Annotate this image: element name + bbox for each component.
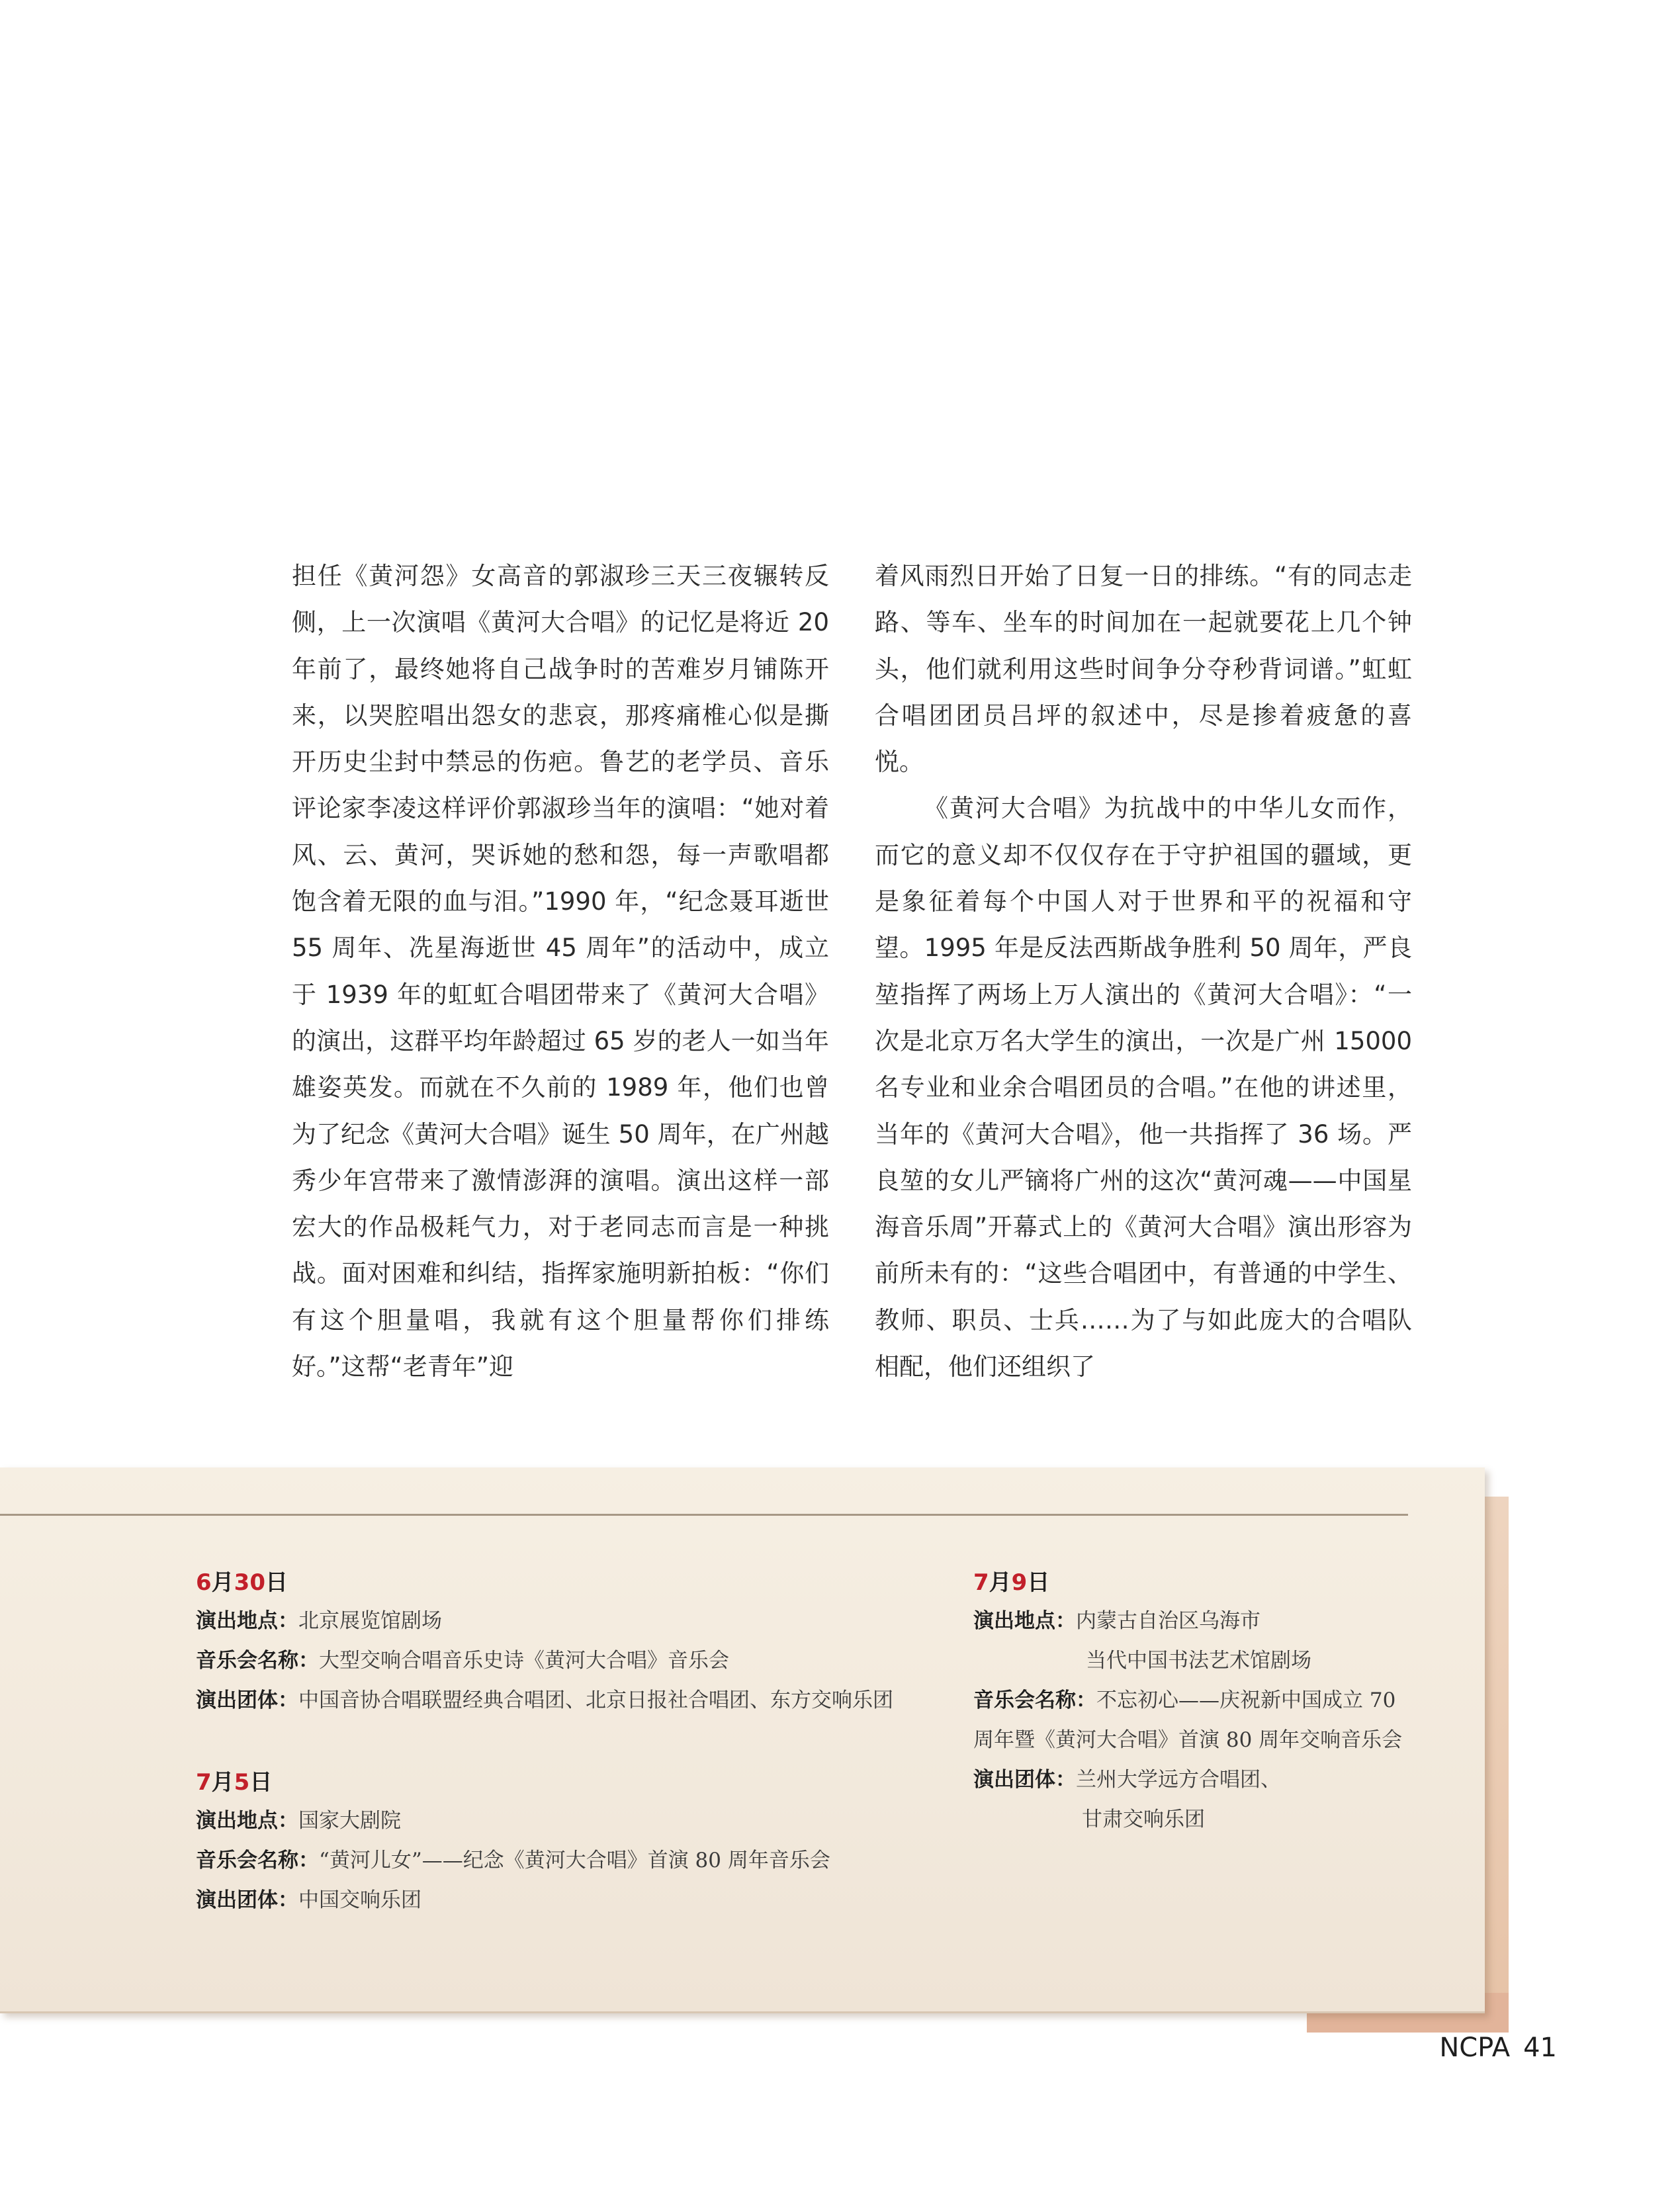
event-date: 7月5日 <box>196 1769 273 1796</box>
event-venue: 演出地点：北京展览馆剧场 <box>196 1609 442 1633</box>
event-venue: 演出地点：内蒙古自治区乌海市 <box>973 1609 1260 1633</box>
article-paragraph: 担任《黄河怨》女高音的郭淑珍三天三夜辗转反侧，上一次演唱《黄河大合唱》的记忆是将近 20 年前了，最终她将自己战争时的苦难岁月铺陈开来，以哭腔唱出怨女的悲哀，那疼痛椎心似是撕开历史尘封中禁忌的伤疤。鲁艺的老学员、音乐评论家李凌这样评价郭淑珍当年的演唱：“她对着风、云、黄河，哭诉她的愁和怨，每一声歌唱都饱含着无限的血与泪。”1990 年，“纪念聂耳逝世 55 周年、冼星海逝世 45 周年”的活动中，成立于 1939 年的虹虹合唱团带来了《黄河大合唱》的演出，这群平均年龄超过 65 岁的老人一如当年雄姿英发。而就在不久前的 1989 年，他们也曾为了纪念《黄河大合唱》诞生 50 周年，在广州越秀少年宫带来了激情澎湃的演唱。演出这样一部宏大的作品极耗气力，对于老同志而言是一种挑战。面对困难和纠结，指挥家施明新拍板：“你们有这个胆量唱，我就有这个胆量帮你们排练好。”这帮“老青年”迎 <box>292 562 829 1381</box>
event-date: 7月9日 <box>973 1569 1050 1596</box>
event-troupe-continued: 甘肃交响乐团 <box>1082 1808 1205 1831</box>
event-concert-continued: 周年暨《黄河大合唱》首演 80 周年交响音乐会 <box>973 1728 1403 1752</box>
magazine-name: NCPA <box>1439 2033 1511 2063</box>
panel-divider <box>0 1514 1408 1516</box>
event-concert: 音乐会名称：“黄河儿女”——纪念《黄河大合唱》首演 80 周年音乐会 <box>196 1849 830 1872</box>
event-date: 6月30日 <box>196 1569 288 1596</box>
article-paragraph: 着风雨烈日开始了日复一日的排练。“有的同志走路、等车、坐车的时间加在一起就要花上几个钟头，他们就利用这些时间争分夺秒背词谱。”虹虹合唱团团员吕坪的叙述中，尽是掺着疲惫的喜悦。 <box>875 562 1412 777</box>
event-troupe: 演出团体：兰州大学远方合唱团、 <box>973 1768 1281 1792</box>
article-right-column <box>875 553 1412 1390</box>
article-paragraph: 《黄河大合唱》为抗战中的中华儿女而作，而它的意义却不仅仅存在于守护祖国的疆域，更是象征着每个中国人对于世界和平的祝福和守望。1995 年是反法西斯战争胜利 50 周年，严良堃指挥了两场上万人演出的《黄河大合唱》：“一次是北京万名大学生的演出，一次是广州 15000 名专业和业余合唱团员的合唱。”在他的讲述里，当年的《黄河大合唱》，他一共指挥了 36 场。严良堃的女儿严镝将广州的这次“黄河魂——中国星海音乐周”开幕式上的《黄河大合唱》演出形容为前所未有的：“这些合唱团中，有普通的中学生、教师、职员、士兵……为了与如此庞大的合唱队相配，他们还组织了 <box>875 794 1412 1381</box>
event-troupe: 演出团体：中国音协合唱联盟经典合唱团、北京日报社合唱团、东方交响乐团 <box>196 1688 893 1712</box>
event-venue: 演出地点：国家大剧院 <box>196 1809 401 1833</box>
event-concert: 音乐会名称：大型交响合唱音乐史诗《黄河大合唱》音乐会 <box>196 1649 729 1673</box>
event-concert: 音乐会名称：不忘初心——庆祝新中国成立 70 <box>973 1688 1396 1712</box>
event-venue-continued: 当代中国书法艺术馆剧场 <box>1086 1649 1311 1673</box>
article-left-column <box>292 553 829 1390</box>
page-number: 41 <box>1523 2033 1557 2063</box>
event-troupe: 演出团体：中国交响乐团 <box>196 1888 421 1912</box>
page-footer <box>1439 2033 1557 2063</box>
